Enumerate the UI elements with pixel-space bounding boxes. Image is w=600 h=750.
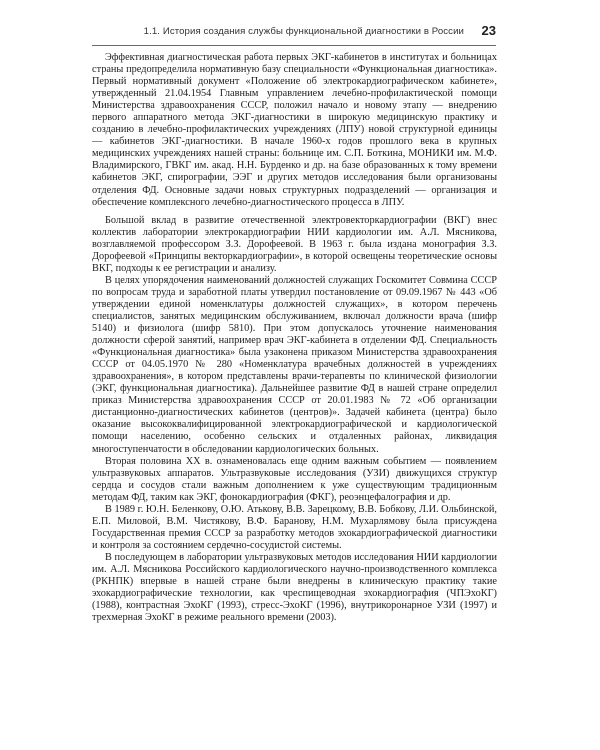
section-title: 1.1. История создания службы функциональной диагностики в России [143,26,464,37]
paragraph: Вторая половина XX в. ознаменовалась еще одним важным событием — появлением ультразвуковых аппаратов. Ультразвуковые исследования (УЗИ) движущихся структур сердца и сосудов стали важным дополнением к уже существующим традиционным методам ФД, таким как ЭКГ, фонокардиография (ФКГ), реоэнцефалография и др. [92,455,497,503]
running-header [92,23,496,46]
paragraph: В последующем в лаборатории ультразвуковых методов исследования НИИ кардиологии им. А.Л. Мясникова Российского кардиологического научно-производственного комплекса (РКНПК) впервые в нашей стране были внедрены в клиническую практику такие эхокардиографические технологии, как чреспищеводная эхокардиография (ЧПЭхоКГ) (1988), контрастная ЭхоКГ (1993), стресс-ЭхоКГ (1996), внутрикоронарное УЗИ (1997) и трехмерная ЭхоКГ в режиме реального времени (2003). [92,551,497,624]
paragraph: В 1989 г. Ю.Н. Беленкову, О.Ю. Атькову, В.В. Зарецкому, В.В. Бобкову, Л.И. Ольбинской, Е.П. Миловой, В.М. Чистякову, В.Ф. Баранову, Н.М. Мухарлямову была присуждена Государственная премия СССР за разработку методов эхокардиографической диагностики и контроля за состоянием сердечно-сосудистой системы. [92,503,497,551]
body-text [92,52,497,624]
paragraph: В целях упорядочения наименований должностей служащих Госкомитет Совмина СССР по вопросам труда и заработной платы утвердил постановление от 09.09.1967 № 443 «Об утверждении единой номенклатуры должностей служащих», в котором перечень специалистов, занятых медицинским обслуживанием, включал должности врача (шифр 5140) и физиолога (шифр 5810). При этом допускалось уточнение наименования должности сферой занятий, например врач ЭКГ-кабинета в отделении ФД. Специальность «Функциональная диагностика» была узаконена приказом Министерства здравоохранения СССР от 04.05.1970 № 280 «Номенклатура врачебных должностей в учреждениях здравоохранения», в котором представлены врачи-терапевты по клинической физиологии (ЭКГ, функциональная диагностика). Дальнейшее развитие ФД в нашей стране определил приказ Министерства здравоохранения СССР от 20.01.1983 № 72 «Об организации дистанционно-диагностических кабинетов (центров)». Задачей кабинета (центра) было оказание высококвалифицированной электрокардиографической и кардиологической помощи населению, особенно сельских и отдаленных районах, ликвидация многоступенчатости в обследовании кардиологических больных. [92,274,497,455]
page-number: 23 [481,23,496,38]
paragraph: Эффективная диагностическая работа первых ЭКГ-кабинетов в институтах и больницах страны предопределила нормативную базу специальности «Функциональная диагностика». Первый нормативный документ «Положение об электрокардиографическом кабинете», утвержденный 21.04.1954 Главным управлением лечебно-профилактической помощи Министерства здравоохранения СССР, положил начало и новому этапу — внедрению первого аппаратного метода ЭКГ-диагностики в широкую медицинскую практику и созданию в лечебно-профилактических учреждениях (ЛПУ) новой структурной единицы — кабинетов ЭКГ-диагностики. В начале 1960-х годов прошлого века в крупных медицинских учреждениях нашей страны: больнице им. С.П. Боткина, МОНИКИ им. М.Ф. Владимирского, ГВКГ им. акад. Н.Н. Бурденко и др. на базе образованных к тому времени кабинетов ЭКГ, спирографии, ЭЭГ и других методов исследования были организованы отделения ФД. Основные задачи новых структурных подразделений — организация и обеспечение комплексного лечебно-диагностического процесса в ЛПУ. [92,52,497,208]
paragraph: Большой вклад в развитие отечественной электровекторкардиографии (ВКГ) внес коллектив лаборатории электрокардиографии НИИ кардиологии им. А.Л. Мясникова, возглавляемой профессором З.З. Дорофеевой. В 1963 г. была издана монография З.З. Дорофеевой «Принципы векторкардиографии», в которой освещены теоретические основы ВКГ, подходы к ее регистрации и анализу. [92,214,497,274]
